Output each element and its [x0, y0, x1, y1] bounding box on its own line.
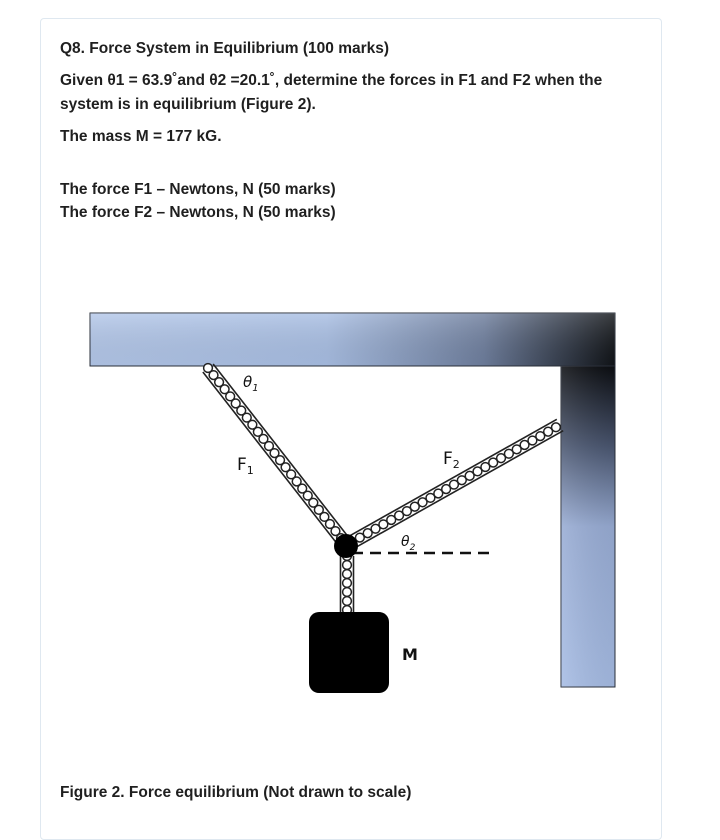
given-text-line-1: Given θ1 = 63.9˚and θ2 =20.1˚, determine the forces in F1 and F2 when the — [60, 72, 603, 89]
theta1-label: $\theta_1$ — [243, 373, 259, 394]
chain-f1-strand — [203, 372, 339, 546]
chain-f2-link — [552, 423, 561, 432]
figure-caption: Figure 2. Force equilibrium (Not drawn to scale) — [60, 784, 412, 801]
junction-knot — [334, 534, 358, 558]
chain-f2-strand — [349, 419, 557, 536]
chain-mass-link — [343, 561, 352, 570]
force-f2-answer-line: The force F2 – Newtons, N (50 marks) — [60, 204, 336, 221]
chain-f2 — [348, 419, 564, 547]
mass-statement: The mass M = 177 kG. — [60, 128, 222, 145]
chain-mass-link — [343, 588, 352, 597]
mass-label: M — [402, 645, 418, 664]
chain-f2-strand — [355, 431, 563, 548]
given-text-line-2: system is in equilibrium (Figure 2). — [60, 96, 316, 113]
chain-mass-link — [343, 579, 352, 588]
chain-mass-link — [343, 597, 352, 606]
mass-block — [309, 612, 389, 693]
chain-f1-strand — [213, 364, 349, 538]
f1-label: $F_1$ — [237, 455, 254, 477]
force-f1-answer-line: The force F1 – Newtons, N (50 marks) — [60, 181, 336, 198]
f2-label: $F_2$ — [443, 449, 460, 471]
question-title: Q8. Force System in Equilibrium (100 marks) — [60, 40, 390, 57]
theta2-label: $\theta_2$ — [401, 534, 416, 553]
chain-mass — [341, 552, 354, 615]
chain-mass-link — [343, 570, 352, 579]
chain-f1 — [203, 364, 349, 546]
